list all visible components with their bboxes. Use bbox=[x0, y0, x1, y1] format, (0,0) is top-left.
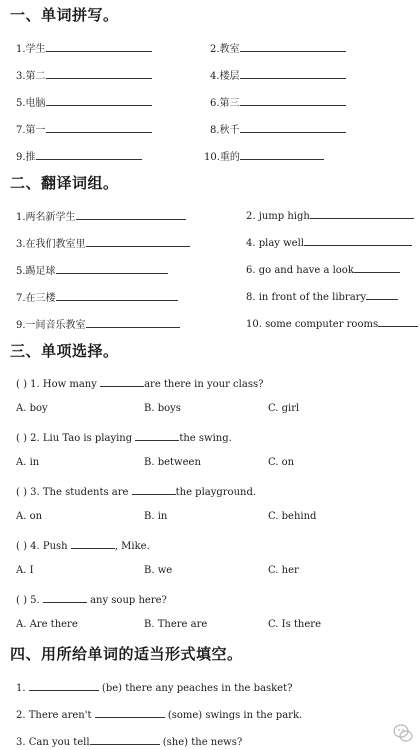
s3-q5-option-a: A. Are there bbox=[16, 619, 78, 630]
s1-item-10: 10.重的 bbox=[204, 148, 324, 163]
s2-item-8: 8. in front of the library bbox=[246, 289, 398, 303]
s1-item-9: 9.推 bbox=[16, 148, 142, 163]
s3-q3-option-b: B. in bbox=[144, 511, 168, 522]
s2-item-9: 9.一间音乐教室 bbox=[16, 316, 180, 331]
s4-item-2: 2. There aren't (some) swings in the park. bbox=[16, 707, 302, 721]
s3-q2-option-b: B. between bbox=[144, 457, 201, 468]
section-1-title: 一、单词拼写。 bbox=[10, 6, 119, 24]
s2-item-10: 10. some computer rooms bbox=[246, 316, 418, 330]
s1-item-7: 7.第一 bbox=[16, 121, 152, 136]
s3-q1-option-a: A. boy bbox=[16, 403, 48, 414]
s3-q4-option-b: B. we bbox=[144, 565, 173, 576]
s1-item-8: 8.秋千 bbox=[210, 121, 346, 136]
s2-item-1: 1.两名新学生 bbox=[16, 208, 186, 223]
s1-item-1: 1.学生 bbox=[16, 40, 152, 55]
s3-q3-option-c: C. behind bbox=[268, 511, 317, 522]
section-4-title: 四、用所给单词的适当形式填空。 bbox=[10, 645, 243, 663]
s1-item-3: 3.第二 bbox=[16, 67, 152, 82]
s3-q5-option-b: B. There are bbox=[144, 619, 208, 630]
s3-question-2: ( ) 2. Liu Tao is playing the swing. bbox=[16, 430, 232, 444]
s3-q3-option-a: A. on bbox=[16, 511, 43, 522]
s2-item-2: 2. jump high bbox=[246, 208, 414, 222]
s3-q5-option-c: C. Is there bbox=[268, 619, 321, 630]
s3-q4-option-a: A. I bbox=[16, 565, 34, 576]
s3-q1-option-c: C. girl bbox=[268, 403, 300, 414]
s2-item-5: 5.踢足球 bbox=[16, 262, 168, 277]
wechat-watermark-icon bbox=[392, 722, 414, 744]
s1-item-5: 5.电脑 bbox=[16, 94, 152, 109]
s2-item-6: 6. go and have a look bbox=[246, 262, 400, 276]
s3-q2-option-c: C. on bbox=[268, 457, 295, 468]
s2-item-3: 3.在我们教室里 bbox=[16, 235, 190, 250]
section-2-title: 二、翻译词组。 bbox=[10, 174, 119, 192]
section-3-title: 三、单项选择。 bbox=[10, 342, 119, 360]
s2-item-4: 4. play well bbox=[246, 235, 412, 249]
s4-item-3: 3. Can you tell (she) the news? bbox=[16, 734, 242, 748]
s3-q1-option-b: B. boys bbox=[144, 403, 181, 414]
s3-question-3: ( ) 3. The students are the playground. bbox=[16, 484, 256, 498]
s1-item-4: 4.楼层 bbox=[210, 67, 346, 82]
s1-item-2: 2.教室 bbox=[210, 40, 346, 55]
s2-item-7: 7.在三楼 bbox=[16, 289, 178, 304]
s1-item-6: 6.第三 bbox=[210, 94, 346, 109]
s3-q2-option-a: A. in bbox=[16, 457, 40, 468]
s4-item-1: 1. (be) there any peaches in the basket? bbox=[16, 680, 292, 694]
s3-question-4: ( ) 4. Push , Mike. bbox=[16, 538, 150, 552]
s3-q4-option-c: C. her bbox=[268, 565, 299, 576]
s3-question-1: ( ) 1. How many are there in your class? bbox=[16, 376, 263, 390]
s3-question-5: ( ) 5. any soup here? bbox=[16, 592, 167, 606]
